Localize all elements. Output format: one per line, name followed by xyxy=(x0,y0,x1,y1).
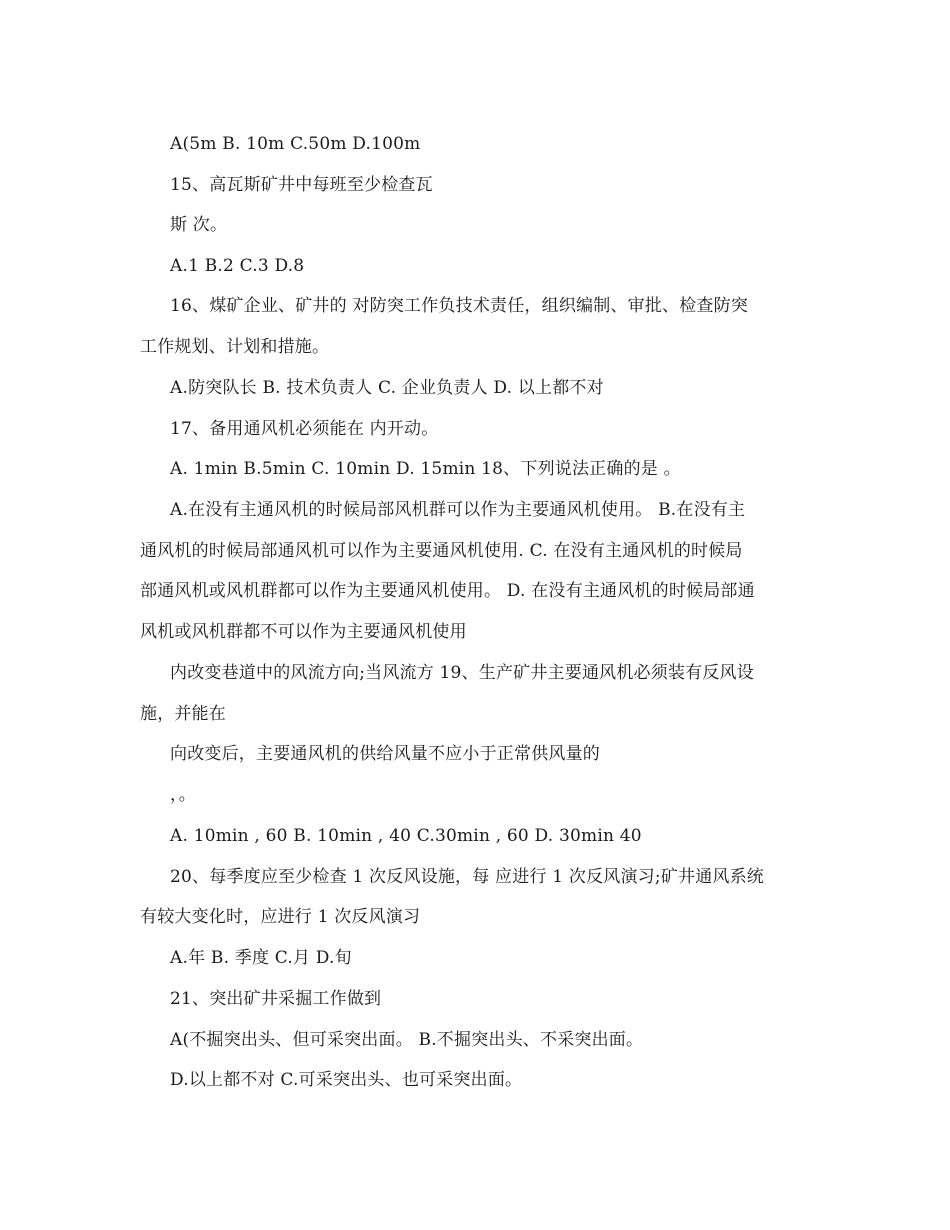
q19-options: A. 10min , 60 B. 10min , 40 C.30min , 60 D. 30min 40 xyxy=(170,826,642,846)
q15-options: A.1 B.2 C.3 D.8 xyxy=(170,256,305,276)
q15-stem-line-2: 斯 次。 xyxy=(170,215,228,235)
q17-stem: 17、备用通风机必须能在 内开动。 xyxy=(170,419,439,439)
q15-stem-line-1: 15、高瓦斯矿井中每班至少检查瓦 xyxy=(170,175,433,195)
q21-options-line-2: D.以上都不对 C.可采突出头、也可采突出面。 xyxy=(170,1070,523,1090)
q18-options-line-2: 通风机的时候局部通风机可以作为主要通风机使用. C. 在没有主通风机的时候局 xyxy=(140,541,743,561)
q19-stem-line-3: 向改变后，主要通风机的供给风量不应小于正常供风量的 xyxy=(170,744,600,764)
q19-stem-line-2: 施，并能在 xyxy=(140,704,226,724)
q14-options: A(5m B. 10m C.50m D.100m xyxy=(170,134,421,154)
q19-stem-line-1: 内改变巷道中的风流方向;当风流方 19、生产矿井主要通风机必须装有反风设 xyxy=(170,663,754,683)
q16-stem-line-1: 16、煤矿企业、矿井的 对防突工作负技术责任，组织编制、审批、检查防突 xyxy=(170,296,749,316)
q18-options-line-3: 部通风机或风机群都可以作为主要通风机使用。 D. 在没有主通风机的时候局部通 xyxy=(140,581,755,601)
q16-options: A.防突队长 B. 技术负责人 C. 企业负责人 D. 以上都不对 xyxy=(170,378,604,398)
q18-options-line-4: 风机或风机群都不可以作为主要通风机使用 xyxy=(140,622,467,642)
q19-stem-line-4: ，。 xyxy=(170,785,196,805)
q18-options-line-1: A.在没有主通风机的时候局部风机群可以作为主要通风机使用。 B.在没有主 xyxy=(170,500,746,520)
q20-options: A.年 B. 季度 C.月 D.旬 xyxy=(170,948,352,968)
q21-options-line-1: A(不掘突出头、但可采突出面。 B.不掘突出头、不采突出面。 xyxy=(170,1030,644,1050)
q21-stem: 21、突出矿井采掘工作做到 xyxy=(170,989,382,1009)
q20-stem-line-2: 有较大变化时，应进行 1 次反风演习 xyxy=(140,907,421,927)
q20-stem-line-1: 20、每季度应至少检查 1 次反风设施，每 应进行 1 次反风演习;矿井通风系统 xyxy=(170,867,765,887)
q16-stem-line-2: 工作规划、计划和措施。 xyxy=(140,337,330,357)
q17-options-q18-stem: A. 1min B.5min C. 10min D. 15min 18、下列说法正确的是 。 xyxy=(170,459,681,479)
